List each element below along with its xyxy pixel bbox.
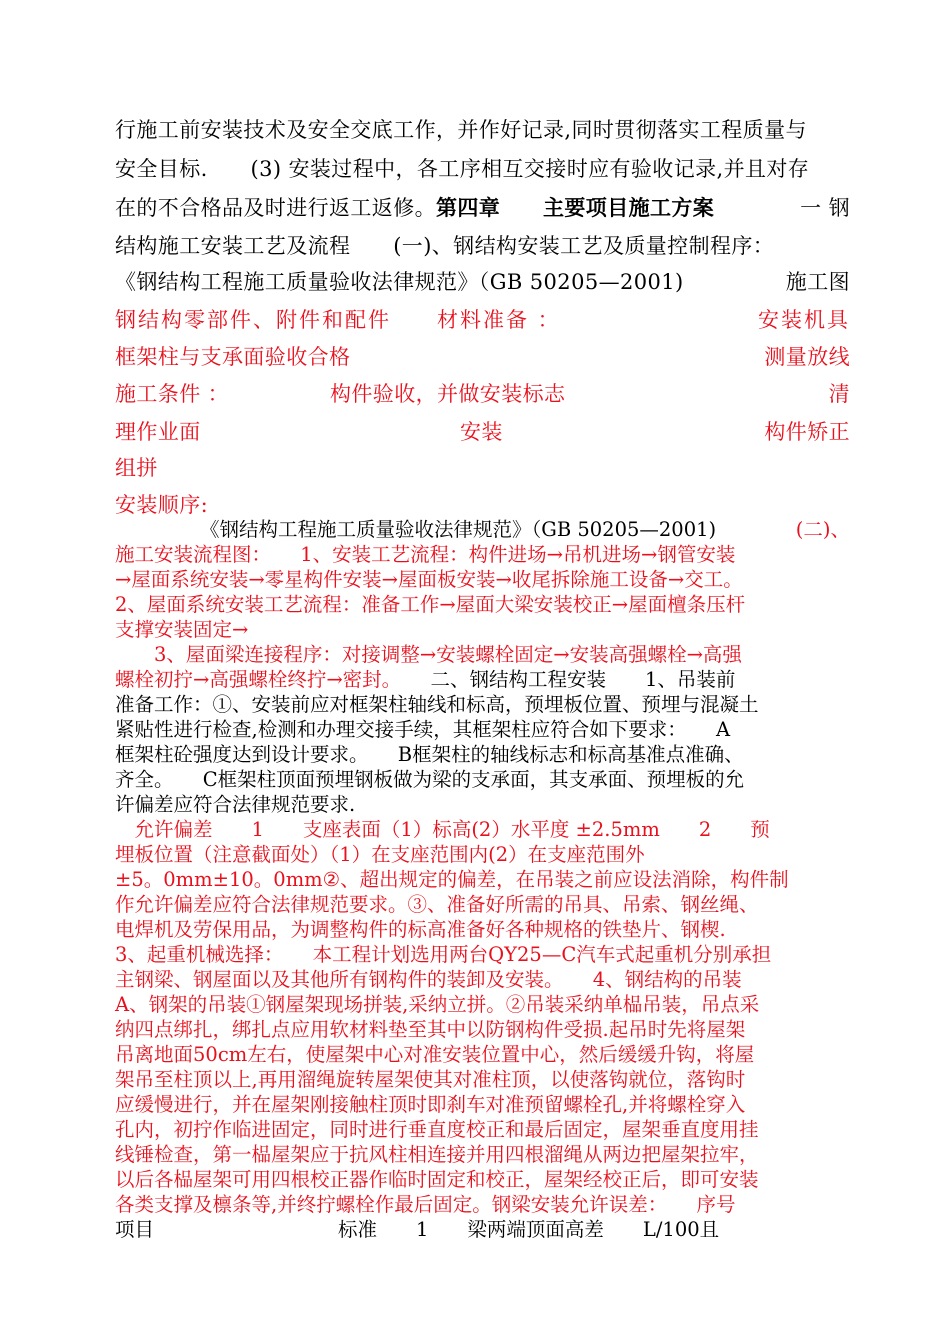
flow-row (115, 345, 850, 369)
paragraph-line (115, 668, 850, 692)
paragraph-line: 吊离地面50cm左右，使屋架中心对准安装位置中心，然后缓缓升钩，将屋 (115, 1043, 755, 1066)
flow-row (115, 382, 850, 406)
paragraph-line: 结构施工安装工艺及流程 (一)、钢结构安装工艺及质量控制程序： (115, 234, 775, 258)
flow-row (115, 420, 850, 444)
paragraph-text: 二、钢结构工程安装 1、吊装前 (391, 668, 736, 691)
flow-node: 施工条件 ： (115, 382, 230, 406)
paragraph-line: 准备工作：①、安装前应对框架柱轴线和标高，预埋板位置、预埋与混凝土 (115, 693, 759, 716)
flow-node: 组拼 (115, 456, 158, 480)
paragraph-line: 纳四点绑扎，绑扎点应用软材料垫至其中以防钢构件受损.起吊时先将屋架 (115, 1018, 746, 1041)
paragraph-line: 应缓慢进行，并在屋架刚接触柱顶时即刹车对准预留螺栓孔,并将螺栓穿入 (115, 1093, 746, 1116)
paragraph-line: 允许偏差 1 支座表面（1）标高(2）水平度 ±2.5mm 2 预 (115, 818, 770, 841)
paragraph-line: 框架柱砼强度达到设计要求。 B框架柱的轴线标志和标高基准点准确、 (115, 743, 744, 766)
flow-row (115, 308, 850, 332)
flow-node: 构件矫正 (764, 420, 850, 444)
paragraph-line: 孔内，初拧作临进固定，同时进行垂直度校正和最后固定，屋架垂直度用挂 (115, 1118, 759, 1141)
paragraph-line: 行施工前安装技术及安全交底工作，并作好记录,同时贯彻落实工程质量与 (115, 118, 807, 142)
paragraph-line: 施工安装流程图： 1、安装工艺流程：构件进场→吊机进场→钢管安装 (115, 543, 736, 566)
table-row (115, 1218, 850, 1242)
paragraph-line: 主钢梁、钢屋面以及其他所有钢构件的装卸及安装。 4、钢结构的吊装 (115, 968, 742, 991)
paragraph-text: (二)、 (795, 518, 850, 541)
flow-node: 清 (828, 382, 850, 406)
table-cell: 项目 (115, 1218, 155, 1241)
paragraph-line: A、钢架的吊装①钢屋架现场拼装,采纳立拼。②吊装采纳单榀吊装，吊点采 (115, 993, 760, 1016)
paragraph-line: 电焊机及劳保用品，为调整构件的标高准备好各种规格的铁垫片、钢楔. (115, 918, 726, 941)
paragraph-line: 以后各榀屋架可用四根校正器作临时固定和校正，屋架经校正后，即可安装 (115, 1168, 759, 1191)
flow-node: 钢结构零部件、附件和配件 材料准备 ： (115, 308, 561, 332)
paragraph-line: 作允许偏差应符合法律规范要求。③、准备好所需的吊具、吊索、钢丝绳、 (115, 893, 759, 916)
paragraph-text: 在的不合格品及时进行返工返修。 (115, 196, 436, 220)
section-heading: 一 钢 (800, 196, 850, 220)
flow-node: 构件验收，并做安装标志 (330, 382, 566, 406)
paragraph-line: 2、屋面系统安装工艺流程：准备工作→屋面大梁安装校正→屋面檀条压杆 (115, 593, 746, 616)
flow-node: 安装机具 (758, 308, 850, 332)
paragraph-line: 埋板位置（注意截面处）（1）在支座范围内(2）在支座范围外 (115, 843, 645, 866)
paragraph-line: ±5。0mm±10。0mm②、超出规定的偏差，在吊装之前应设法消除，构件制 (115, 868, 789, 891)
paragraph-line: 支撑安装固定→ (115, 618, 249, 641)
paragraph-line: 架吊至柱顶以上,再用溜绳旋转屋架使其对准柱顶，以使落钩就位，落钩时 (115, 1068, 746, 1091)
flow-node: 测量放线 (764, 345, 850, 369)
table-cell: 标准 1 梁两端顶面高差 L/100且 (338, 1218, 720, 1241)
flow-node-drawing: 施工图 (785, 270, 850, 294)
chapter-heading: 第四章 主要项目施工方案 (436, 195, 715, 220)
paragraph-line: 安全目标. (3) 安装过程中，各工序相互交接时应有验收记录,并且对存 (115, 157, 810, 181)
paragraph-line (115, 270, 850, 294)
paragraph-line: 紧贴性进行检查,检测和办理交接手续，其框架柱应符合如下要求： A (115, 718, 731, 741)
paragraph-text: 螺栓初拧→高强螺栓终拧→密封。 (115, 668, 392, 691)
flow-node: 安装 (460, 420, 503, 444)
paragraph-line: 各类支撑及檩条等,并终拧螺栓作最后固定。钢梁安装允许误差： 序号 (115, 1193, 736, 1216)
paragraph-line: 3、起重机械选择： 本工程计划选用两台QY25—C汽车式起重机分别承担 (115, 943, 772, 966)
paragraph-line: 线锤检查，第一榀屋架应于抗风柱相连接并用四根溜绳从两边把屋架拉牢， (115, 1143, 759, 1166)
paragraph-line: 3、屋面梁连接程序：对接调整→安装螺栓固定→安装高强螺栓→高强 (115, 643, 742, 666)
flow-node: 框架柱与支承面验收合格 (115, 345, 351, 369)
flow-node: 安装顺序: (115, 493, 209, 517)
standard-reference: 《钢结构工程施工质量验收法律规范》（GB 50205—2001) (115, 270, 684, 294)
paragraph-line (115, 196, 850, 220)
flow-node: 理作业面 (115, 420, 201, 444)
standard-reference: 《钢结构工程施工质量验收法律规范》（GB 50205—2001) (200, 518, 717, 541)
paragraph-line: 齐全。 C框架柱顶面预埋钢板做为梁的支承面，其支承面、预埋板的允 (115, 768, 745, 791)
paragraph-line: 许偏差应符合法律规范要求. (115, 793, 356, 816)
paragraph-line: →屋面系统安装→零星构件安装→屋面板安装→收尾拆除施工设备→交工。 (115, 568, 743, 591)
